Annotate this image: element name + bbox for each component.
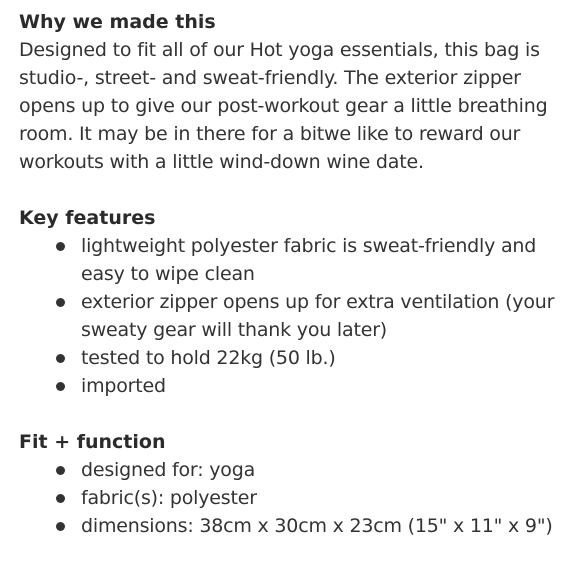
list-item-text: fabric(s): polyester — [81, 487, 257, 509]
fit-function-list — [19, 456, 580, 540]
list-item-text: designed for: yoga — [81, 459, 256, 481]
list-item — [19, 288, 561, 344]
list-item — [19, 512, 561, 540]
section-spacer — [19, 400, 580, 428]
list-item-text: imported — [81, 375, 166, 397]
list-item-text: tested to hold 22kg (50 lb.) — [81, 347, 336, 369]
list-item — [19, 456, 561, 484]
list-item-text: exterior zipper opens up for extra ventilation (your sweaty gear will thank you later) — [81, 291, 555, 341]
list-item-text: dimensions: 38cm x 30cm x 23cm (15" x 11" x 9") — [81, 515, 553, 537]
list-item — [19, 344, 561, 372]
list-item — [19, 372, 561, 400]
fit-function-heading: Fit + function — [19, 431, 166, 453]
bullet-icon — [56, 298, 65, 307]
bullet-icon — [56, 466, 65, 475]
bullet-icon — [56, 354, 65, 363]
key-features-list — [19, 232, 580, 400]
list-item — [19, 484, 561, 512]
bullet-icon — [56, 522, 65, 531]
list-item — [19, 232, 561, 288]
list-item-text: lightweight polyester fabric is sweat-friendly and easy to wipe clean — [81, 235, 537, 285]
section-spacer — [19, 176, 580, 204]
bullet-icon — [56, 242, 65, 251]
why-we-made-this-text: Designed to fit all of our Hot yoga essentials, this bag is studio-, street- and sweat-friendly. The exterior zipper opens up to give our post-workout gear a little breathing room. It may be in there for a bitwe like to reward our workouts with a little wind-down wine date. — [19, 39, 548, 173]
bullet-icon — [56, 382, 65, 391]
why-we-made-this-heading: Why we made this — [19, 11, 216, 33]
bullet-icon — [56, 494, 65, 503]
key-features-heading: Key features — [19, 207, 156, 229]
